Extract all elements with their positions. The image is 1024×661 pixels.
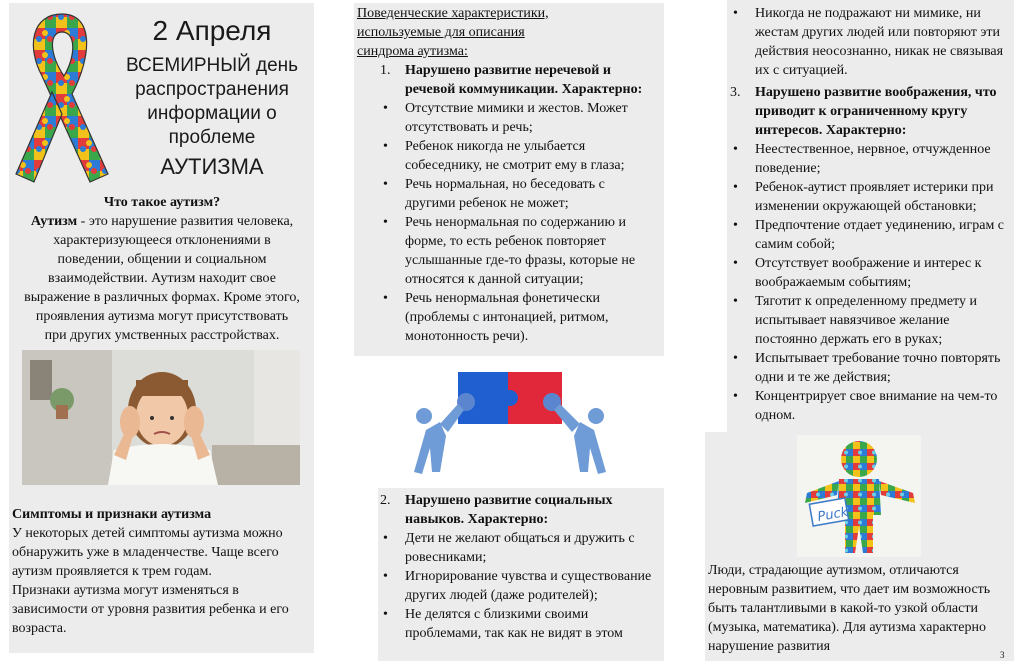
- list-item: • Речь нормальная, но беседовать с другими ребенок не может;: [380, 175, 658, 213]
- list-item: • Тяготит к определенному предмету и испытывает навязчивое желание постоянно держать его в руках;: [730, 292, 1010, 349]
- what-line-7: при других умственных расстройствах.: [44, 328, 280, 343]
- puzzle-child-illustration: [797, 435, 921, 557]
- page-number: 3: [1000, 650, 1005, 660]
- list-item: • Отсутствие мимики и жестов. Может отсутствовать и речь;: [380, 99, 658, 137]
- section-3-heading: [730, 83, 1010, 140]
- event-line-5: АУТИЗМА: [160, 154, 264, 179]
- what-line-4: взаимодействии. Аутизм находит свое: [48, 271, 276, 286]
- section-2: [380, 491, 658, 643]
- section-number: 2.: [380, 493, 391, 508]
- list-item: • Неестественное, нервное, отчужденное поведение;: [730, 140, 1010, 178]
- event-line-4: проблеме: [168, 127, 256, 148]
- section-title: Нарушено развитие воображения, что приводит к ограниченному кругу интересов. Характерно:: [755, 85, 997, 138]
- list-item: • Речь ненормальная по содержанию и форме, то есть ребенок повторяет услышанные где-то фразы, которые не относятся к данной ситуации;: [380, 213, 658, 289]
- people-puzzle-icon: [400, 364, 620, 484]
- list-item: • Ребенок никогда не улыбается собеседнику, не смотрит ему в глаза;: [380, 137, 658, 175]
- what-line-6: проявления аутизма могут присутствовать: [35, 309, 289, 324]
- section-number: 1.: [380, 63, 391, 78]
- event-line-3: информации о: [147, 103, 277, 124]
- list-item: • Не делятся с близкими своими проблемами, так как не видят в этом: [380, 605, 658, 643]
- section-2-list: [380, 529, 658, 643]
- what-line-2: характеризующееся отклонениями в: [53, 233, 271, 248]
- section-number: 3.: [730, 85, 741, 100]
- section-title: Симптомы и признаки аутизма: [12, 507, 212, 522]
- section-title: Нарушено развитие неречевой и речевой коммуникации. Характерно:: [405, 63, 643, 97]
- section-3-list: [730, 140, 1010, 425]
- section-1-list: [380, 99, 658, 346]
- list-item: • Ребенок-аутист проявляет истерики при изменении окружающей обстановки;: [730, 178, 1010, 216]
- event-line-1: ВСЕМИРНЫЙ день: [125, 55, 299, 76]
- list-item: • Испытывает требование точно повторять одни и те же действия;: [730, 349, 1010, 387]
- list-item: • Игнорирование чувства и существование других людей (даже родителей);: [380, 567, 658, 605]
- what-line-3: поведении, общении и социальном: [57, 252, 267, 267]
- list-item: • Никогда не подражают ни мимике, ни жестам других людей или повторяют эти действия неосознанно, никак не связывая их с ситуацией.: [730, 4, 1010, 80]
- puzzle-ribbon-icon: [12, 6, 112, 190]
- section-1-heading: [380, 61, 658, 99]
- list-item: • Дети не желают общаться и дружить с ровесниками;: [380, 529, 658, 567]
- symptoms-paragraph-1: У некоторых детей симптомы аутизма можно обнаружить уже в младенчестве. Чаще всего аутизм проявляется к трем годам.: [12, 526, 283, 579]
- list-item: • Речь ненормальная фонетически (проблемы с интонацией, ритмом, монотонность речи).: [380, 289, 658, 346]
- event-line-2: распространения: [135, 79, 289, 100]
- section-2-heading: [380, 491, 658, 529]
- symptoms-section: [12, 505, 312, 638]
- list-item: • Предпочтение отдает уединению, играм с самим собой;: [730, 216, 1010, 254]
- symptoms-paragraph-2: Признаки аутизма могут изменяться в зависимости от уровня развития ребенка и его возраста.: [12, 583, 289, 636]
- section-title: Что такое аутизм?: [103, 195, 221, 210]
- event-header: [112, 14, 312, 182]
- section-title: Нарушено развитие социальных навыков. Характерно:: [405, 493, 613, 527]
- intro-line-3: синдрома аутизма:: [357, 44, 468, 59]
- lead-term: Аутизм: [30, 214, 78, 229]
- talent-paragraph: [708, 561, 1008, 656]
- what-text-1: - это нарушение развития человека,: [77, 214, 294, 229]
- girl-covering-ears-photo: [22, 350, 300, 485]
- carryover-list: [730, 4, 1010, 80]
- what-line-5: выражение в различных формах. Кроме этого,: [24, 290, 300, 305]
- intro-line-2: используемые для описания: [357, 25, 525, 40]
- paragraph-text: Люди, страдающие аутизмом, отличаются неровным развитием, что дает им возможность быть талантливыми в какой-то узкой области (музыка, математика). Для аутизма характерно нарушение развития: [708, 563, 991, 654]
- figure-label: Puck: [816, 504, 850, 525]
- col3-top-list: [730, 4, 1010, 425]
- behavior-intro: [357, 4, 657, 61]
- intro-line-1: Поведенческие характеристики,: [357, 6, 549, 21]
- list-item: • Отсутствует воображение и интерес к воображаемым событиям;: [730, 254, 1010, 292]
- section-1: [380, 61, 658, 346]
- what-is-autism-section: [12, 193, 312, 345]
- list-item: • Концентрирует свое внимание на чем-то одном.: [730, 387, 1010, 425]
- event-date: 2 Апреля: [152, 15, 272, 46]
- what-line-1: [12, 212, 312, 231]
